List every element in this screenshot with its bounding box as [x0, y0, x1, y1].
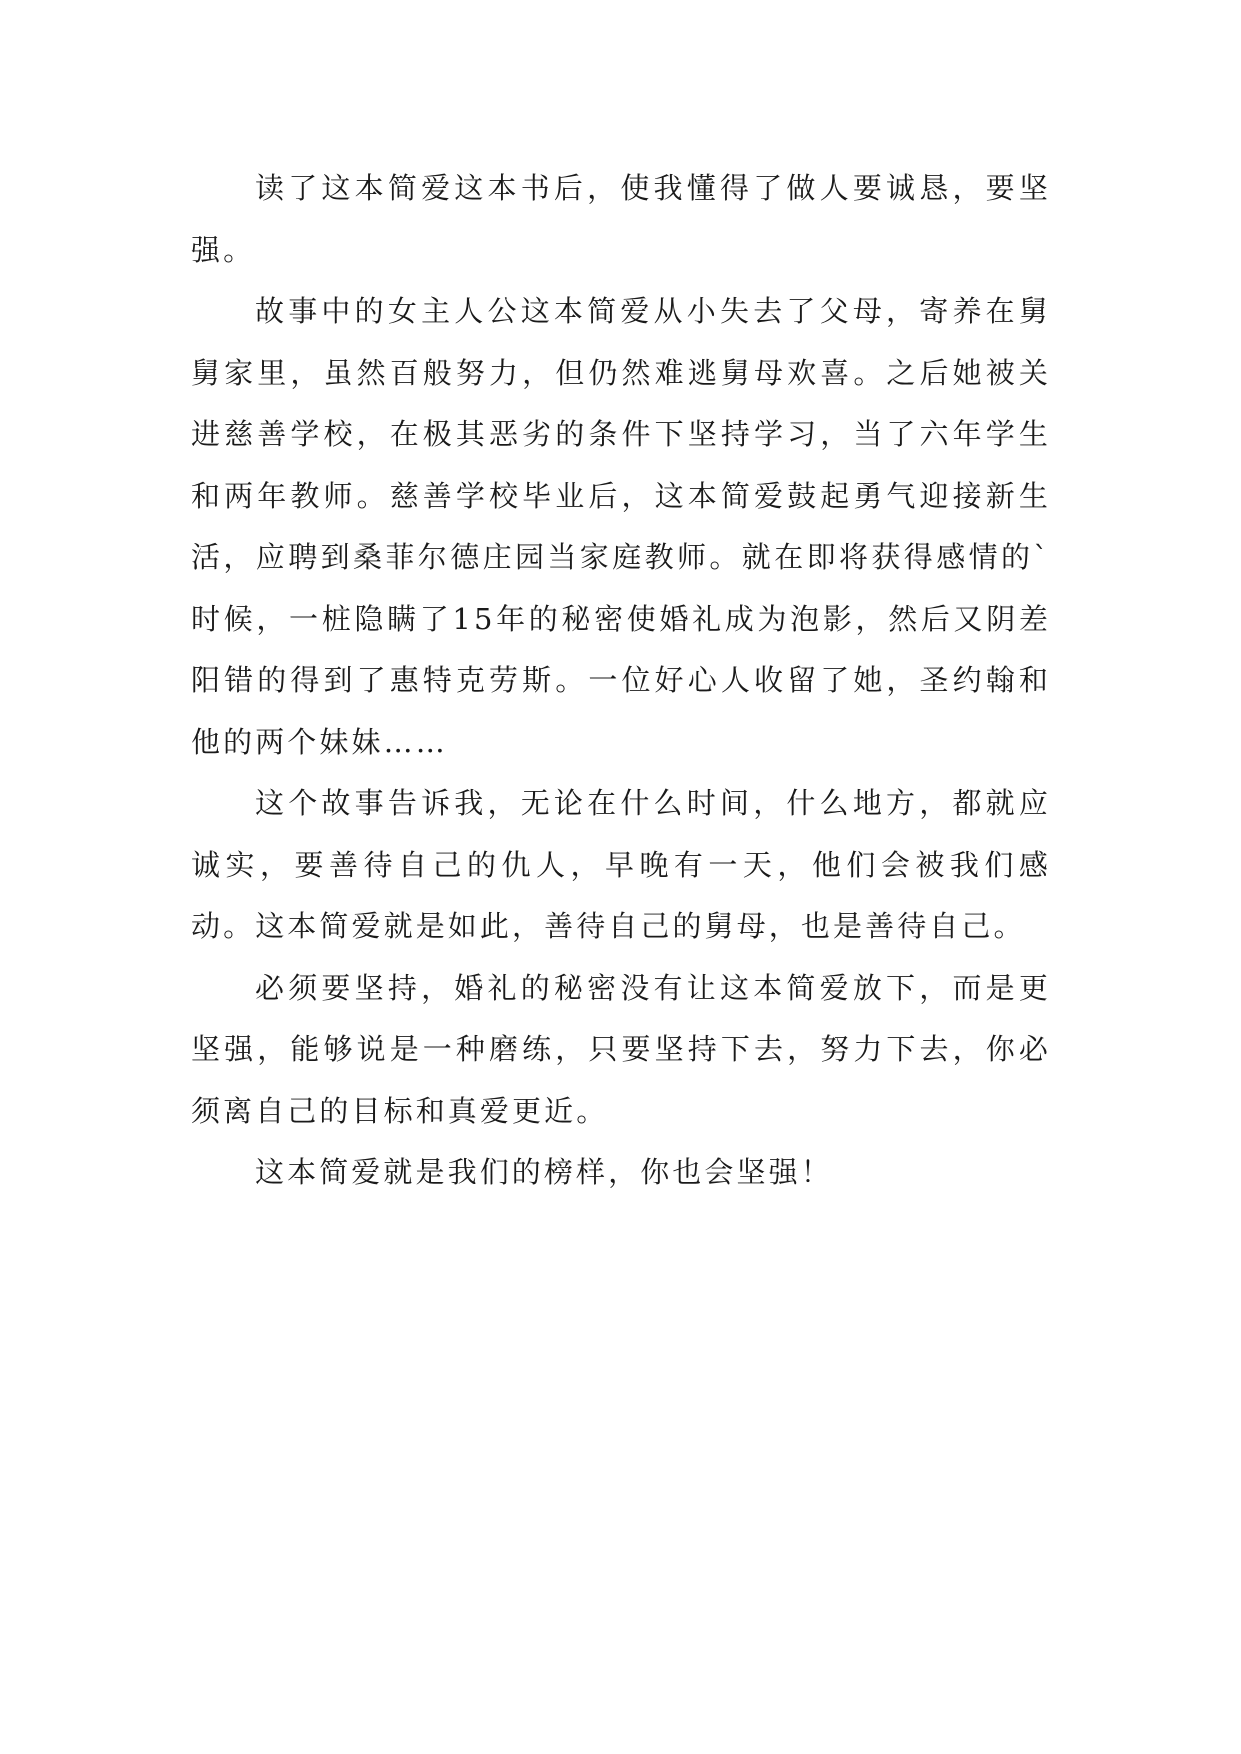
paragraph-3: 这个故事告诉我，无论在什么时间，什么地方，都就应诚实，要善待自己的仇人，早晚有一天，他们会被我们感动。这本简爱就是如此，善待自己的舅母，也是善待自己。: [191, 786, 1051, 943]
paragraph-5: 这本简爱就是我们的榜样，你也会坚强！: [255, 1155, 833, 1189]
document-body: [191, 158, 1051, 1204]
paragraph-1: 读了这本简爱这本书后，使我懂得了做人要诚恳，要坚强。: [191, 171, 1051, 267]
paragraph-4: 必须要坚持，婚礼的秘密没有让这本简爱放下，而是更坚强，能够说是一种磨练，只要坚持下去，努力下去，你必须离自己的目标和真爱更近。: [191, 970, 1051, 1128]
paragraph-2: 故事中的女主人公这本简爱从小失去了父母，寄养在舅舅家里，虽然百般努力，但仍然难逃舅母欢喜。之后她被关进慈善学校，在极其恶劣的条件下坚持学习，当了六年学生和两年教师。慈善学校毕业后，这本简爱鼓起勇气迎接新生活，应聘到桑菲尔德庄园当家庭教师。就在即将获得感情的`时候，一桩隐瞒了15年的秘密使婚礼成为泡影，然后又阴差阳错的得到了惠特克劳斯。一位好心人收留了她，圣约翰和他的两个妹妹……: [191, 294, 1051, 759]
